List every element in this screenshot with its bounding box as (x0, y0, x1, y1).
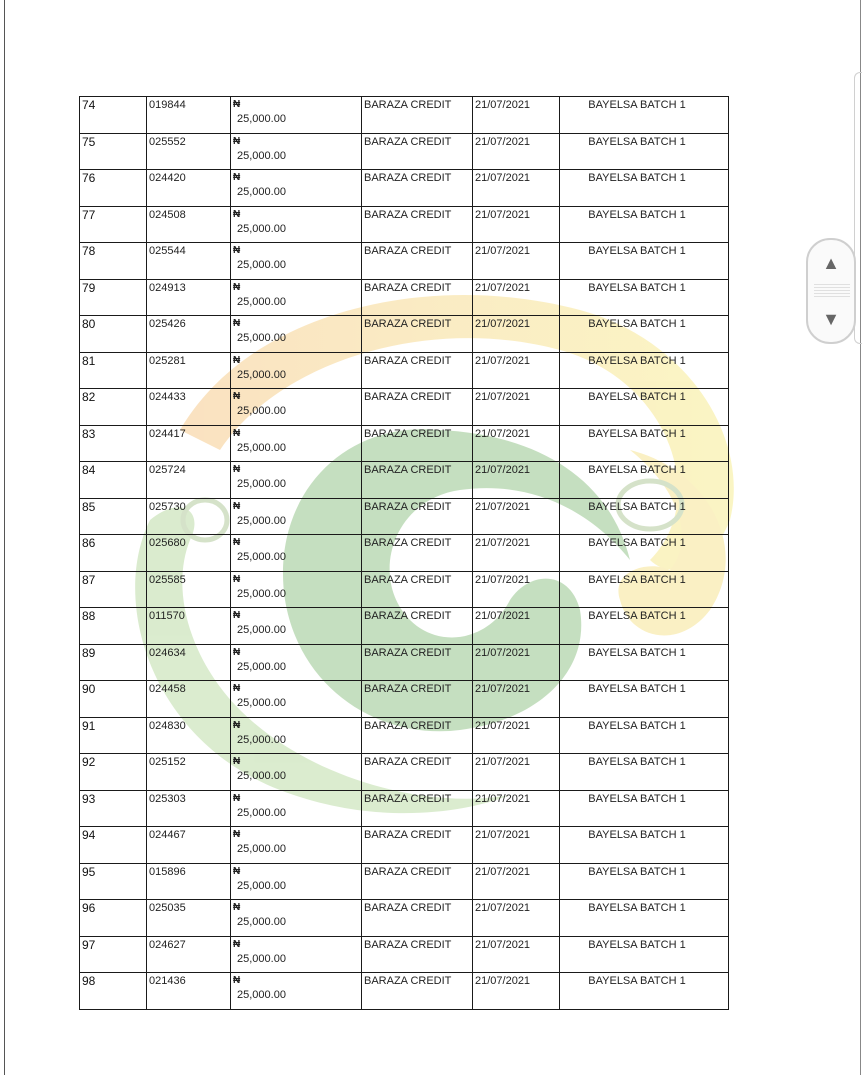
table-row (80, 681, 729, 718)
bank-name-cell: BARAZA CREDIT (362, 352, 473, 389)
serial-number-cell: 98 (80, 973, 147, 1010)
date-cell: 21/07/2021 (473, 97, 560, 134)
serial-number-cell: 84 (80, 462, 147, 499)
table-row (80, 717, 729, 754)
beneficiary-id-cell: 024508 (147, 206, 231, 243)
beneficiary-id-cell: 024458 (147, 681, 231, 718)
table-row (80, 535, 729, 572)
beneficiary-id-cell: 024467 (147, 827, 231, 864)
amount-cell (231, 863, 362, 900)
amount-value: 25,000.00 (237, 514, 286, 527)
batch-cell: BAYELSA BATCH 1 (560, 827, 729, 864)
beneficiary-id-cell: 025035 (147, 900, 231, 937)
table-row (80, 97, 729, 134)
batch-cell: BAYELSA BATCH 1 (560, 462, 729, 499)
amount-value: 25,000.00 (237, 295, 286, 308)
table-row (80, 754, 729, 791)
amount-value: 25,000.00 (237, 843, 286, 855)
naira-currency-symbol: ₦ (233, 172, 241, 183)
date-cell: 21/07/2021 (473, 133, 560, 170)
amount-cell (231, 316, 362, 353)
beneficiary-id-cell: 024627 (147, 936, 231, 973)
beneficiary-id-cell: 025544 (147, 243, 231, 280)
bank-name-cell: BARAZA CREDIT (362, 316, 473, 353)
batch-cell: BAYELSA BATCH 1 (560, 681, 729, 718)
naira-currency-symbol: ₦ (233, 245, 241, 256)
amount-value: 25,000.00 (237, 806, 286, 819)
date-cell: 21/07/2021 (473, 352, 560, 389)
amount-cell (231, 644, 362, 681)
table-row (80, 608, 729, 645)
date-cell: 21/07/2021 (473, 936, 560, 973)
batch-cell: BAYELSA BATCH 1 (560, 243, 729, 280)
amount-value: 25,000.00 (237, 733, 286, 746)
beneficiary-id-cell: 025152 (147, 754, 231, 791)
amount-cell (231, 389, 362, 426)
table-body (80, 97, 729, 1010)
naira-currency-symbol: ₦ (233, 610, 241, 621)
beneficiary-id-cell: 024420 (147, 170, 231, 207)
date-cell: 21/07/2021 (473, 754, 560, 791)
beneficiary-id-cell: 021436 (147, 973, 231, 1010)
naira-currency-symbol: ₦ (233, 464, 241, 475)
bank-name-cell: BARAZA CREDIT (362, 571, 473, 608)
beneficiary-id-cell: 025426 (147, 316, 231, 353)
naira-currency-symbol: ₦ (233, 281, 241, 293)
date-cell: 21/07/2021 (473, 644, 560, 681)
beneficiary-id-cell: 025585 (147, 571, 231, 608)
amount-value: 25,000.00 (237, 259, 286, 271)
amount-value: 25,000.00 (237, 551, 286, 563)
amount-cell (231, 754, 362, 791)
naira-currency-symbol: ₦ (233, 427, 241, 439)
batch-cell: BAYELSA BATCH 1 (560, 279, 729, 316)
serial-number-cell: 75 (80, 133, 147, 170)
batch-cell: BAYELSA BATCH 1 (560, 498, 729, 535)
amount-cell (231, 425, 362, 462)
amount-value: 25,000.00 (237, 624, 286, 636)
serial-number-cell: 78 (80, 243, 147, 280)
amount-cell (231, 973, 362, 1010)
naira-currency-symbol: ₦ (233, 354, 241, 366)
batch-cell: BAYELSA BATCH 1 (560, 133, 729, 170)
naira-currency-symbol: ₦ (233, 719, 241, 731)
amount-cell (231, 133, 362, 170)
batch-cell: BAYELSA BATCH 1 (560, 936, 729, 973)
bank-name-cell: BARAZA CREDIT (362, 973, 473, 1010)
bank-name-cell: BARAZA CREDIT (362, 790, 473, 827)
serial-number-cell: 90 (80, 681, 147, 718)
naira-currency-symbol: ₦ (233, 792, 241, 804)
batch-cell: BAYELSA BATCH 1 (560, 352, 729, 389)
serial-number-cell: 89 (80, 644, 147, 681)
serial-number-cell: 92 (80, 754, 147, 791)
amount-value: 25,000.00 (237, 660, 286, 673)
naira-currency-symbol: ₦ (233, 902, 241, 913)
naira-currency-symbol: ₦ (233, 537, 241, 548)
bank-name-cell: BARAZA CREDIT (362, 863, 473, 900)
table-row (80, 462, 729, 499)
amount-cell (231, 571, 362, 608)
beneficiary-id-cell: 024433 (147, 389, 231, 426)
date-cell: 21/07/2021 (473, 170, 560, 207)
date-cell: 21/07/2021 (473, 608, 560, 645)
beneficiary-id-cell: 019844 (147, 97, 231, 134)
amount-value: 25,000.00 (237, 587, 286, 600)
scroll-down-arrow-icon[interactable]: ▼ (822, 309, 840, 329)
date-cell: 21/07/2021 (473, 425, 560, 462)
bank-name-cell: BARAZA CREDIT (362, 133, 473, 170)
date-cell: 21/07/2021 (473, 243, 560, 280)
bank-name-cell: BARAZA CREDIT (362, 206, 473, 243)
batch-cell: BAYELSA BATCH 1 (560, 389, 729, 426)
amount-cell (231, 243, 362, 280)
date-cell: 21/07/2021 (473, 571, 560, 608)
amount-value: 25,000.00 (237, 770, 286, 782)
table-row (80, 352, 729, 389)
naira-currency-symbol: ₦ (233, 318, 241, 329)
amount-value: 25,000.00 (237, 879, 286, 892)
naira-currency-symbol: ₦ (233, 646, 241, 658)
scroll-grip-handle[interactable] (814, 284, 850, 298)
bank-name-cell: BARAZA CREDIT (362, 389, 473, 426)
date-cell: 21/07/2021 (473, 717, 560, 754)
serial-number-cell: 94 (80, 827, 147, 864)
bank-name-cell: BARAZA CREDIT (362, 900, 473, 937)
amount-cell (231, 462, 362, 499)
naira-currency-symbol: ₦ (233, 829, 241, 840)
payment-list-table (79, 96, 729, 1010)
serial-number-cell: 96 (80, 900, 147, 937)
table-row (80, 316, 729, 353)
batch-cell: BAYELSA BATCH 1 (560, 425, 729, 462)
beneficiary-id-cell: 025730 (147, 498, 231, 535)
batch-cell: BAYELSA BATCH 1 (560, 644, 729, 681)
amount-cell (231, 535, 362, 572)
batch-cell: BAYELSA BATCH 1 (560, 790, 729, 827)
naira-currency-symbol: ₦ (233, 391, 241, 402)
amount-value: 25,000.00 (237, 989, 286, 1001)
date-cell: 21/07/2021 (473, 900, 560, 937)
table-row (80, 206, 729, 243)
table-row (80, 973, 729, 1010)
batch-cell: BAYELSA BATCH 1 (560, 97, 729, 134)
batch-cell: BAYELSA BATCH 1 (560, 754, 729, 791)
bank-name-cell: BARAZA CREDIT (362, 462, 473, 499)
amount-cell (231, 936, 362, 973)
bank-name-cell: BARAZA CREDIT (362, 535, 473, 572)
serial-number-cell: 80 (80, 316, 147, 353)
batch-cell: BAYELSA BATCH 1 (560, 535, 729, 572)
beneficiary-id-cell: 024913 (147, 279, 231, 316)
table-row (80, 279, 729, 316)
date-cell: 21/07/2021 (473, 279, 560, 316)
beneficiary-id-cell: 024417 (147, 425, 231, 462)
date-cell: 21/07/2021 (473, 790, 560, 827)
beneficiary-id-cell: 025680 (147, 535, 231, 572)
serial-number-cell: 81 (80, 352, 147, 389)
amount-cell (231, 790, 362, 827)
amount-value: 25,000.00 (237, 916, 286, 928)
amount-cell (231, 827, 362, 864)
amount-value: 25,000.00 (237, 697, 286, 709)
serial-number-cell: 79 (80, 279, 147, 316)
table-row (80, 863, 729, 900)
amount-cell (231, 498, 362, 535)
amount-value: 25,000.00 (237, 368, 286, 381)
batch-cell: BAYELSA BATCH 1 (560, 316, 729, 353)
table-row (80, 425, 729, 462)
beneficiary-id-cell: 025303 (147, 790, 231, 827)
bank-name-cell: BARAZA CREDIT (362, 936, 473, 973)
date-cell: 21/07/2021 (473, 462, 560, 499)
naira-currency-symbol: ₦ (233, 573, 241, 585)
table-row (80, 900, 729, 937)
serial-number-cell: 83 (80, 425, 147, 462)
table-row (80, 170, 729, 207)
date-cell: 21/07/2021 (473, 389, 560, 426)
scroll-up-arrow-icon[interactable]: ▲ (822, 253, 840, 273)
serial-number-cell: 95 (80, 863, 147, 900)
bank-name-cell: BARAZA CREDIT (362, 425, 473, 462)
batch-cell: BAYELSA BATCH 1 (560, 973, 729, 1010)
naira-currency-symbol: ₦ (233, 500, 241, 512)
serial-number-cell: 85 (80, 498, 147, 535)
bank-name-cell: BARAZA CREDIT (362, 644, 473, 681)
amount-value: 25,000.00 (237, 441, 286, 454)
amount-value: 25,000.00 (237, 186, 286, 198)
naira-currency-symbol: ₦ (233, 865, 241, 877)
bank-name-cell: BARAZA CREDIT (362, 681, 473, 718)
table-row (80, 790, 729, 827)
date-cell: 21/07/2021 (473, 973, 560, 1010)
page-scroll-control[interactable] (806, 238, 856, 344)
date-cell: 21/07/2021 (473, 498, 560, 535)
amount-value: 25,000.00 (237, 332, 286, 344)
date-cell: 21/07/2021 (473, 827, 560, 864)
amount-value: 25,000.00 (237, 952, 286, 965)
date-cell: 21/07/2021 (473, 316, 560, 353)
batch-cell: BAYELSA BATCH 1 (560, 900, 729, 937)
table-row (80, 571, 729, 608)
naira-currency-symbol: ₦ (233, 756, 241, 767)
bank-name-cell: BARAZA CREDIT (362, 827, 473, 864)
table-row (80, 133, 729, 170)
naira-currency-symbol: ₦ (233, 975, 241, 986)
serial-number-cell: 93 (80, 790, 147, 827)
date-cell: 21/07/2021 (473, 863, 560, 900)
bank-name-cell: BARAZA CREDIT (362, 279, 473, 316)
serial-number-cell: 82 (80, 389, 147, 426)
amount-cell (231, 352, 362, 389)
table-row (80, 498, 729, 535)
batch-cell: BAYELSA BATCH 1 (560, 863, 729, 900)
naira-currency-symbol: ₦ (233, 938, 241, 950)
amount-value: 25,000.00 (237, 478, 286, 490)
beneficiary-id-cell: 024830 (147, 717, 231, 754)
amount-cell (231, 608, 362, 645)
amount-cell (231, 681, 362, 718)
batch-cell: BAYELSA BATCH 1 (560, 717, 729, 754)
amount-cell (231, 279, 362, 316)
beneficiary-id-cell: 024634 (147, 644, 231, 681)
batch-cell: BAYELSA BATCH 1 (560, 170, 729, 207)
beneficiary-id-cell: 025724 (147, 462, 231, 499)
serial-number-cell: 86 (80, 535, 147, 572)
naira-currency-symbol: ₦ (233, 135, 241, 147)
serial-number-cell: 97 (80, 936, 147, 973)
amount-cell (231, 206, 362, 243)
bank-name-cell: BARAZA CREDIT (362, 754, 473, 791)
amount-cell (231, 900, 362, 937)
beneficiary-id-cell: 025281 (147, 352, 231, 389)
beneficiary-id-cell: 025552 (147, 133, 231, 170)
serial-number-cell: 77 (80, 206, 147, 243)
serial-number-cell: 87 (80, 571, 147, 608)
amount-value: 25,000.00 (237, 113, 286, 125)
amount-value: 25,000.00 (237, 222, 286, 235)
naira-currency-symbol: ₦ (233, 99, 241, 110)
naira-currency-symbol: ₦ (233, 683, 241, 694)
beneficiary-id-cell: 011570 (147, 608, 231, 645)
serial-number-cell: 88 (80, 608, 147, 645)
amount-cell (231, 717, 362, 754)
batch-cell: BAYELSA BATCH 1 (560, 206, 729, 243)
table-row (80, 644, 729, 681)
beneficiary-id-cell: 015896 (147, 863, 231, 900)
table-row (80, 827, 729, 864)
bank-name-cell: BARAZA CREDIT (362, 498, 473, 535)
amount-value: 25,000.00 (237, 405, 286, 417)
batch-cell: BAYELSA BATCH 1 (560, 571, 729, 608)
table-row (80, 389, 729, 426)
table-row (80, 936, 729, 973)
table-row (80, 243, 729, 280)
bank-name-cell: BARAZA CREDIT (362, 170, 473, 207)
naira-currency-symbol: ₦ (233, 208, 241, 220)
bank-name-cell: BARAZA CREDIT (362, 97, 473, 134)
amount-cell (231, 97, 362, 134)
serial-number-cell: 76 (80, 170, 147, 207)
batch-cell: BAYELSA BATCH 1 (560, 608, 729, 645)
serial-number-cell: 74 (80, 97, 147, 134)
bank-name-cell: BARAZA CREDIT (362, 717, 473, 754)
date-cell: 21/07/2021 (473, 206, 560, 243)
date-cell: 21/07/2021 (473, 535, 560, 572)
amount-value: 25,000.00 (237, 149, 286, 162)
bank-name-cell: BARAZA CREDIT (362, 608, 473, 645)
date-cell: 21/07/2021 (473, 681, 560, 718)
serial-number-cell: 91 (80, 717, 147, 754)
bank-name-cell: BARAZA CREDIT (362, 243, 473, 280)
amount-cell (231, 170, 362, 207)
